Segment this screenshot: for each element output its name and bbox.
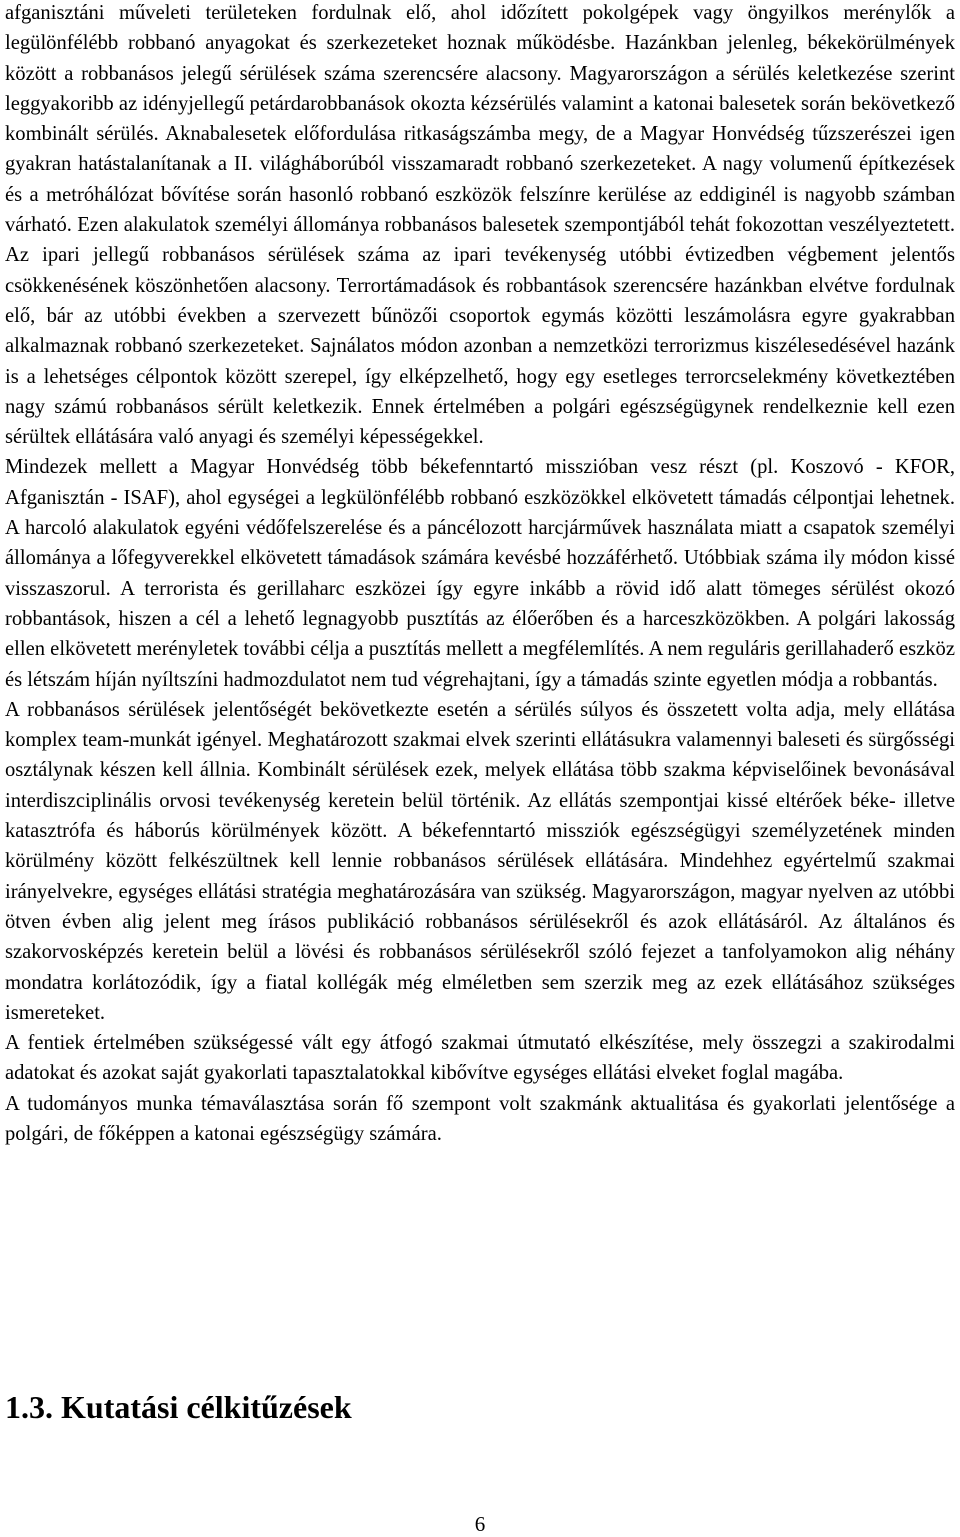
page-number: 6 <box>474 1512 486 1536</box>
paragraph-5: A tudományos munka témaválasztása során fő szempont volt szakmánk aktualitása és gyakorlati jelentősége a polgári, de főképpen a katonai egészségügy számára. <box>5 1092 955 1145</box>
document-body <box>5 0 955 1149</box>
paragraph-3: A robbanásos sérülések jelentőségét bekövetkezte esetén a sérülés súlyos és összetett volta adja, mely ellátása komplex team-munkát igényel. Meghatározott szakmai elvek szerinti ellátásukra valamennyi baleseti és sürgősségi osztálynak készen kell állnia. Kombinált sérülések ezek, melyek ellátása több szakma képviselőinek bevonásával interdiszciplinális orvosi tevékenység keretein belül történik. Az ellátás szempontjai kissé eltérőek béke- illetve katasztrófa és háborús körülmények között. A békefenntartó missziók egészségügyi személyzetének minden körülmény között felkészültnek kell lennie robbanásos sérülések ellátására. Mindehhez egyértelmű szakmai irányelvekre, egységes ellátási stratégia meghatározására van szükség. Magyarországon, magyar nyelven az utóbbi ötven évben alig jelent meg írásos publikáció robbanásos sérülésekről és azok ellátásáról. Az általános és szakorvosképzés keretein belül a lövési és robbanásos sérülésekről szóló fejezet a tanfolyamokon alig néhány mondatra korlátozódik, így a fiatal kollégák még elméletben sem szerzik meg az ezek ellátásához szükséges ismereteket. <box>5 698 955 1024</box>
paragraph-2: Mindezek mellett a Magyar Honvédség több békefenntartó misszióban vesz részt (pl. Koszovó - KFOR, Afganisztán - ISAF), ahol egységei a legkülönfélébb robbanó eszközökkel elkövetett támadás célpontjai lehetnek. A harcoló alakulatok egyéni védőfelszerelése és a páncélozott harcjárművek használata miatt a csapatok személyi állománya a lőfegyverekkel elkövetett támadások számára kevésbé hozzáférhető. Utóbbiak száma ily módon kissé visszaszorul. A terrorista és gerillaharc eszközei így egyre inkább a rövid idő alatt tömeges sérülést okozó robbantások, hiszen a cél a lehető legnagyobb pusztítás az élőerőben és a harceszközökben. A polgári lakosság ellen elkövetett merényletek további célja a pusztítás mellett a megfélemlítés. A nem reguláris gerillahaderő eszköz és létszám híján nyíltszíni hadmozdulatot nem tud végrehajtani, így a támadás szinte egyetlen módja a robbantás. <box>5 456 955 691</box>
paragraph-4: A fentiek értelmében szükségessé vált egy átfogó szakmai útmutató elkészítése, mely összegzi a szakirodalmi adatokat és azokat saját gyakorlati tapasztalatokkal kibővítve egységes ellátási elveket foglal magába. <box>5 1032 955 1085</box>
section-heading: 1.3. Kutatási célkitűzések <box>5 1389 352 1425</box>
paragraph-1: afganisztáni műveleti területeken fordulnak elő, ahol időzített pokolgépek vagy öngyilkos merénylők a legülönfélébb robbanó anyagokat és szerkezeteket hoznak működésbe. Hazánkban jelenleg, békekörülmények között a robbanásos jelegű sérülések száma szerencsére alacsony. Magyarországon a sérülés keletkezése szerint leggyakoribb az idényjellegű petárdarobbanások okozta kézsérülés valamint a katonai balesetek során bekövetkező kombinált sérülés. Aknabalesetek előfordulása ritkaságszámba megy, de a Magyar Honvédség tűzszerészei igen gyakran hatástalanítanak a II. világháborúból visszamaradt robbanó szerkezeteket. A nagy volumenű építkezések és a metróhálózat bővítése során hasonló robbanó eszközök felszínre kerülése az eddiginél is nagyobb számban várható. Ezen alakulatok személyi állománya robbanásos balesetek szempontjából tehát fokozottan veszélyeztetett. Az ipari jellegű robbanásos sérülések száma az ipari tevékenység utóbbi évtizedben végbement jelentős csökkenésének köszönhetően alacsony. Terrortámadások és robbantások szerencsére hazánkban elvétve fordulnak elő, bár az utóbbi években a szervezett bűnözői csoportok egymás közötti leszámolásra egyre gyakrabban alkalmaznak robbanó szerkezeteket. Sajnálatos módon azonban a nemzetközi terrorizmus kiszélesedésével hazánk is a lehetséges célpontok között szerepel, így elképzelhető, hogy egy esetleges terrorcselekmény következtében nagy számú robbanásos sérült keletkezik. Ennek értelmében a polgári egészségügynek rendelkeznie kell ezen sérültek ellátására való anyagi és személyi képességekkel. <box>5 2 955 449</box>
